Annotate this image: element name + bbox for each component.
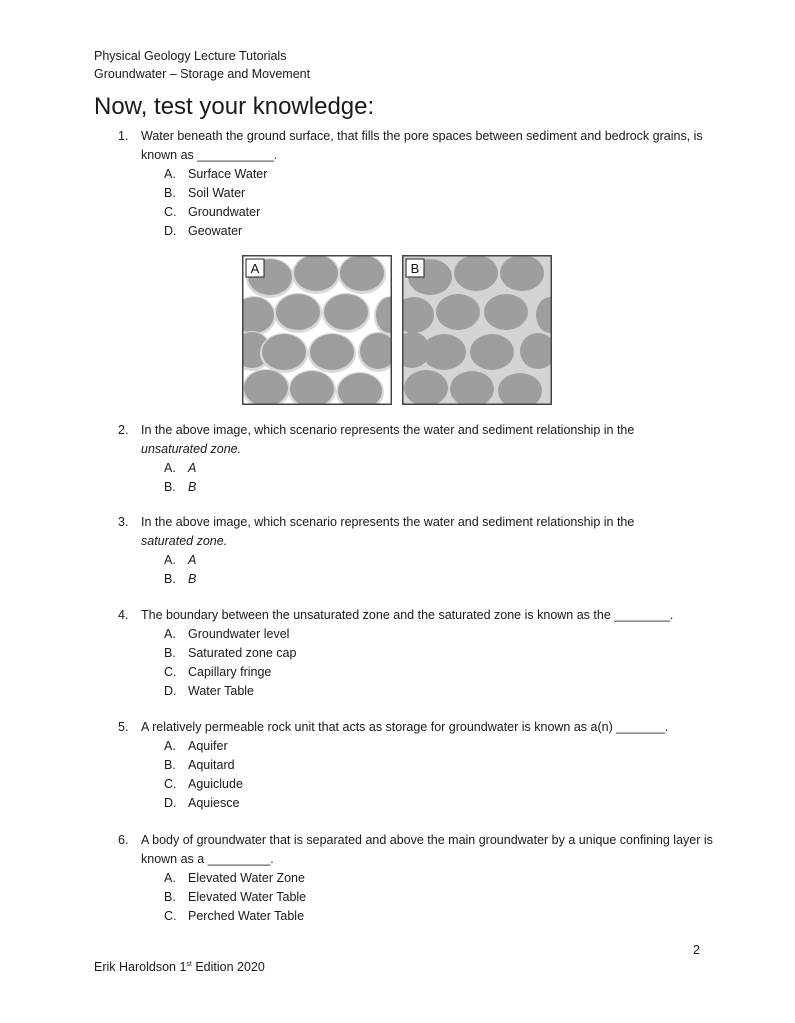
option: B. B xyxy=(164,480,197,494)
pore-space-figure xyxy=(242,255,552,405)
panel-b xyxy=(394,255,552,405)
question-1 xyxy=(118,127,718,241)
option: A. A xyxy=(164,553,197,567)
option: B. Elevated Water Table xyxy=(164,890,307,904)
question-stem: The boundary between the unsaturated zone and the saturated zone is known as the ________. xyxy=(141,608,674,622)
question-3 xyxy=(118,513,718,589)
sediment-grain xyxy=(470,334,514,370)
section-title: Now, test your knowledge: xyxy=(94,93,375,120)
running-header xyxy=(94,47,310,83)
panel-a xyxy=(242,255,406,405)
footer: Erik Haroldson 1st Edition 2020 xyxy=(94,960,265,974)
sediment-grain xyxy=(310,334,354,370)
option-list xyxy=(164,737,718,813)
question-stem: In the above image, which scenario represents the water and sediment relationship in the saturated zone. xyxy=(141,515,635,548)
option-list xyxy=(164,625,718,701)
sediment-grain xyxy=(422,334,466,370)
option: B. Aquitard xyxy=(164,758,235,772)
header-course: Physical Geology Lecture Tutorials xyxy=(94,49,287,63)
question-number: 6. xyxy=(118,833,129,847)
option: D. Geowater xyxy=(164,224,243,238)
question-6 xyxy=(118,831,718,926)
sediment-grain xyxy=(276,294,320,330)
panel-label: A xyxy=(250,261,260,276)
question-number: 5. xyxy=(118,720,129,734)
option-list xyxy=(164,551,718,589)
panel-label: B xyxy=(410,261,420,276)
option: C. Perched Water Table xyxy=(164,909,305,923)
sediment-grain xyxy=(262,334,306,370)
option: A. Elevated Water Zone xyxy=(164,871,305,885)
question-number: 3. xyxy=(118,515,129,529)
question-number: 2. xyxy=(118,423,129,437)
sediment-grain xyxy=(454,255,498,291)
option: D. Aquiesce xyxy=(164,796,240,810)
sediment-grain xyxy=(436,294,480,330)
question-2 xyxy=(118,421,718,497)
option: A. A xyxy=(164,461,197,475)
question-stem: A relatively permeable rock unit that acts as storage for groundwater is known as a(n) _______. xyxy=(141,720,669,734)
option: B. Saturated zone cap xyxy=(164,646,297,660)
sediment-grain xyxy=(484,294,528,330)
sediment-grain xyxy=(394,297,434,333)
sediment-grain xyxy=(294,255,338,291)
question-stem: Water beneath the ground surface, that fills the pore spaces between sediment and bedrock grains, is known as ___________. xyxy=(141,129,703,162)
header-topic: Groundwater – Storage and Movement xyxy=(94,67,311,81)
question-stem: In the above image, which scenario represents the water and sediment relationship in the unsaturated zone. xyxy=(141,423,635,456)
option: A. Groundwater level xyxy=(164,627,290,641)
option: B. B xyxy=(164,572,197,586)
page-number: 2 xyxy=(693,943,700,957)
sediment-grain xyxy=(500,255,544,291)
option-list xyxy=(164,459,718,497)
option: C. Groundwater xyxy=(164,205,261,219)
sediment-grain xyxy=(244,370,288,405)
question-4 xyxy=(118,606,718,701)
option: C. Aguiclude xyxy=(164,777,243,791)
question-stem: A body of groundwater that is separated and above the main groundwater by a unique confining layer is known as a _________. xyxy=(141,833,713,866)
option: D. Water Table xyxy=(164,684,255,698)
sediment-grain xyxy=(340,255,384,291)
sediment-grain xyxy=(324,294,368,330)
option-list xyxy=(164,165,718,241)
question-5 xyxy=(118,718,718,813)
sediment-grain xyxy=(376,297,404,333)
sediment-grain xyxy=(404,370,448,405)
question-number: 1. xyxy=(118,129,129,143)
option: A. Surface Water xyxy=(164,167,268,181)
option: B. Soil Water xyxy=(164,186,246,200)
option: C. Capillary fringe xyxy=(164,665,272,679)
option-list xyxy=(164,869,718,926)
option: A. Aquifer xyxy=(164,739,228,753)
question-number: 4. xyxy=(118,608,129,622)
